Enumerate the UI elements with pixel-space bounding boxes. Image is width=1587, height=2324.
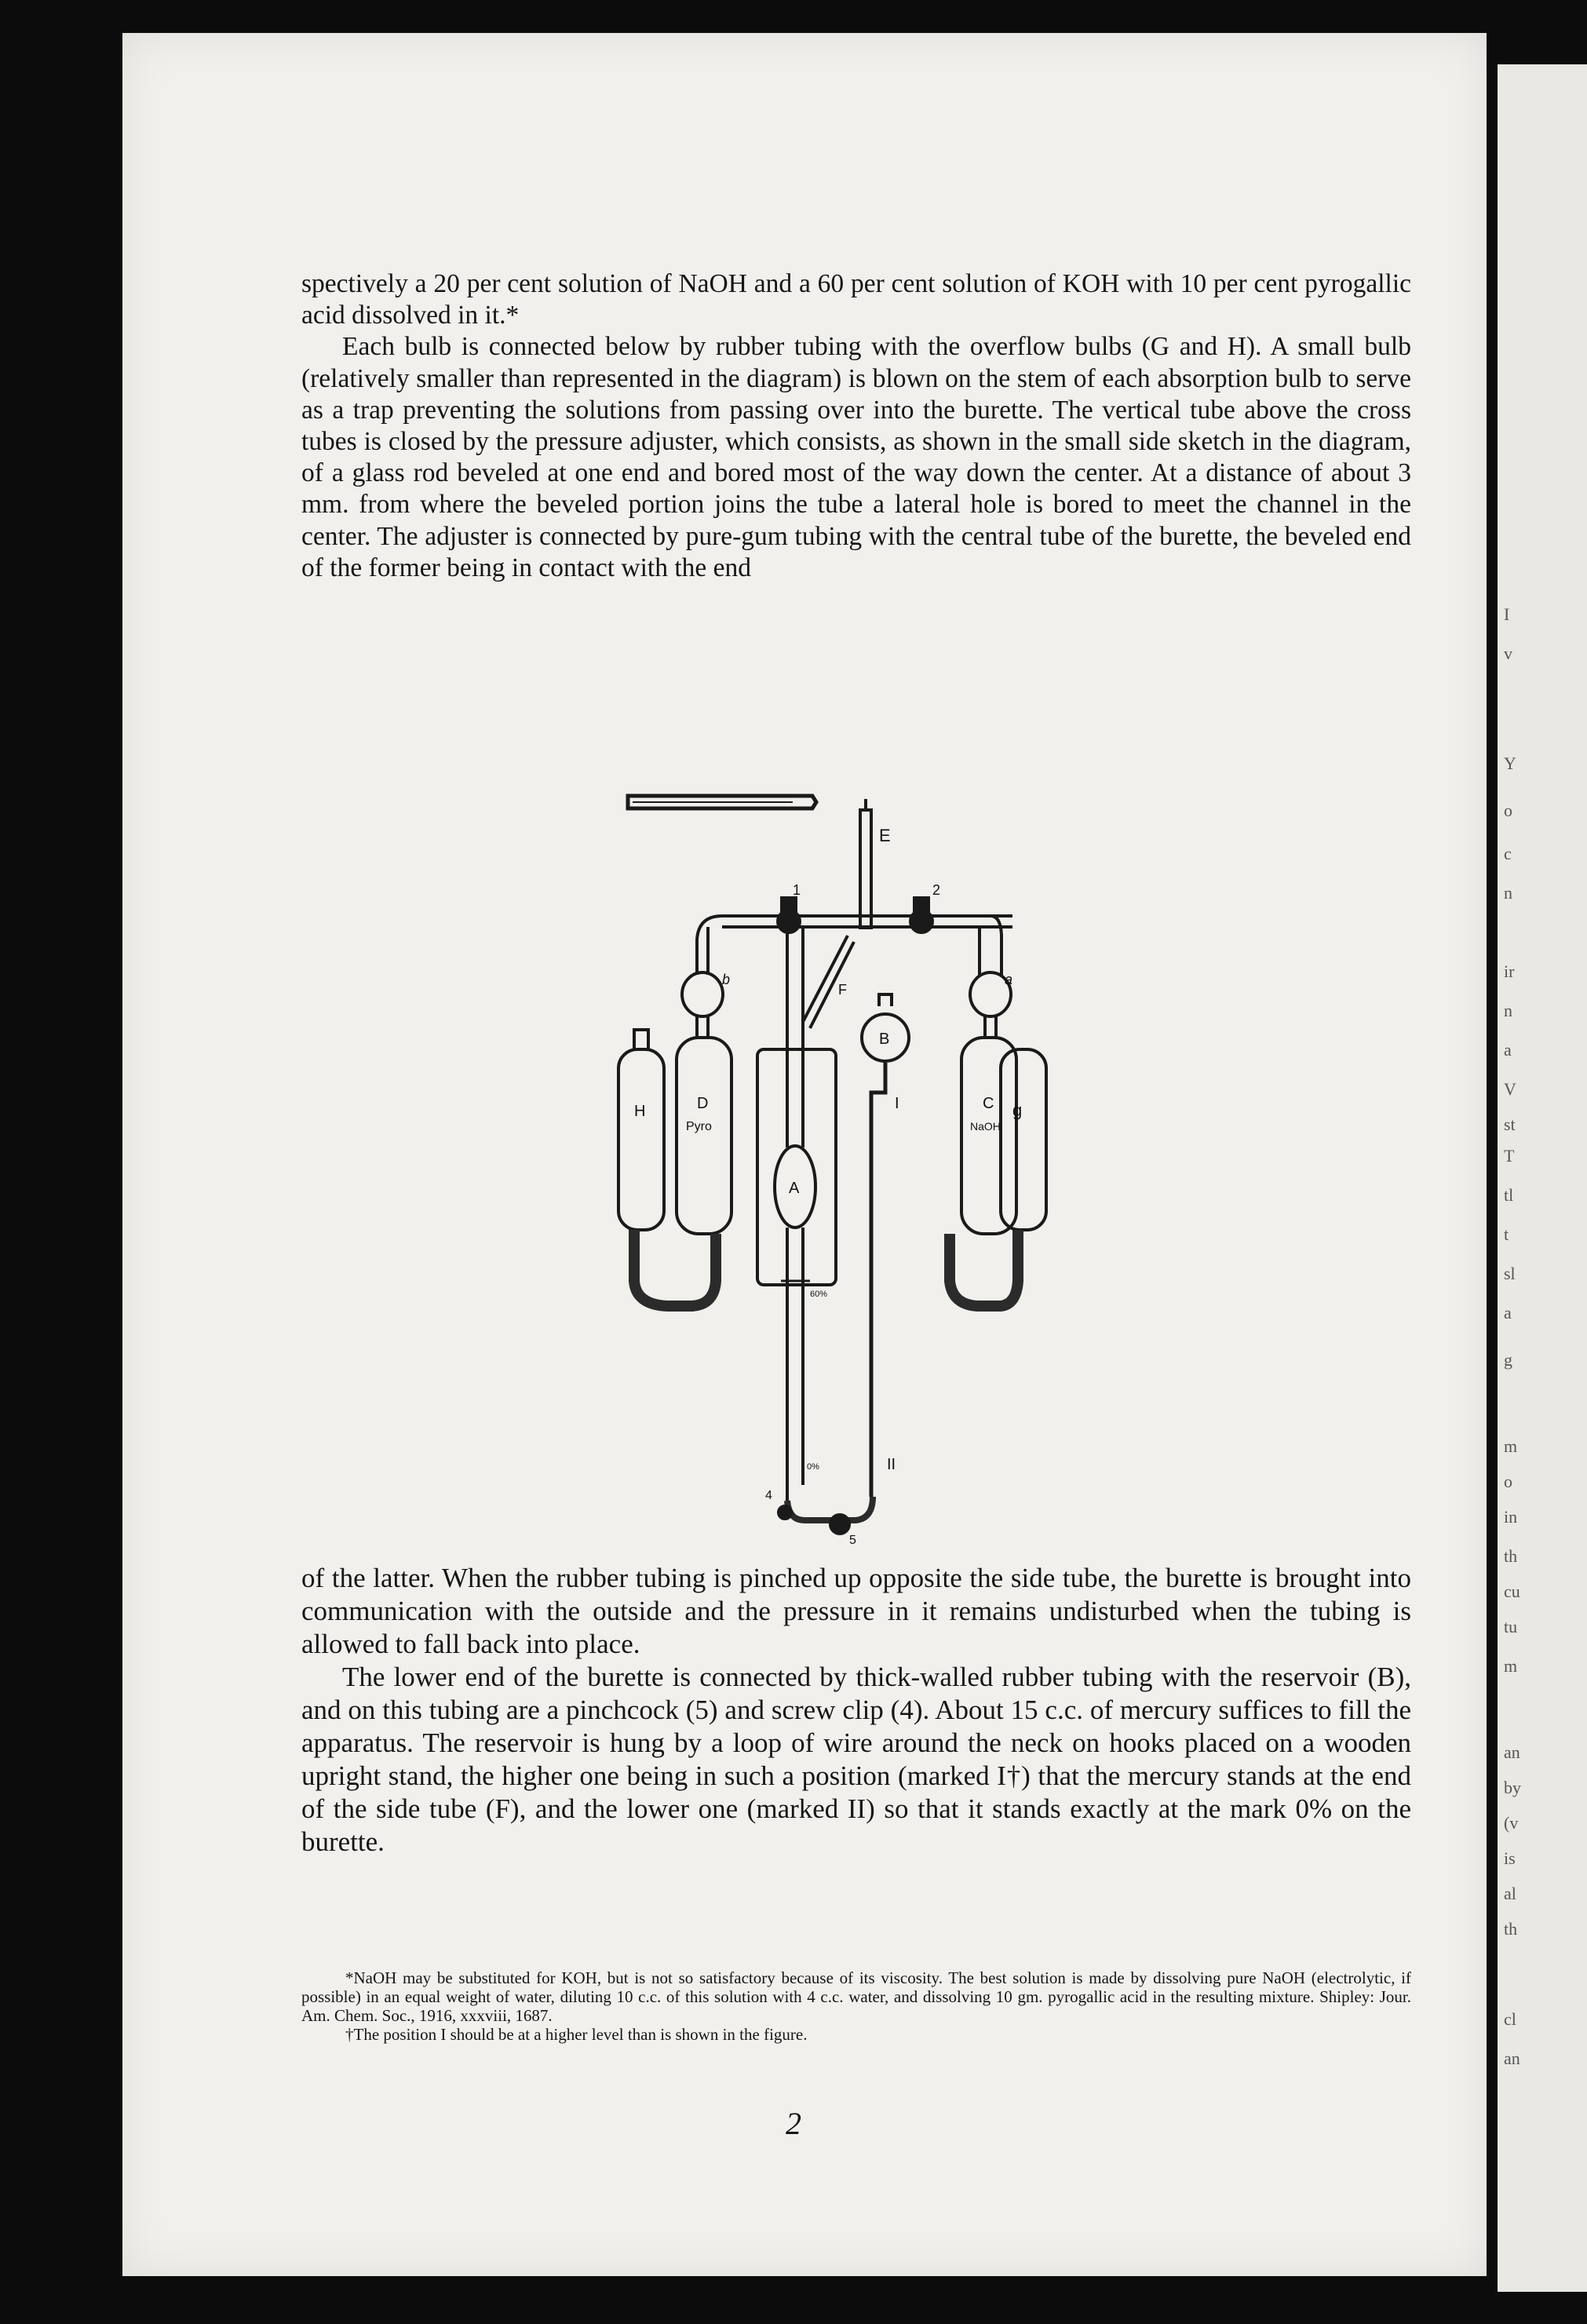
- absorption-bulb-d: [677, 1038, 731, 1234]
- page-number: 2: [786, 2106, 801, 2141]
- adjacent-page-fragment: is: [1504, 1848, 1516, 1868]
- label-ii: II: [887, 1456, 896, 1473]
- label-g: g: [1012, 1100, 1023, 1120]
- label-5: 5: [849, 1534, 856, 1547]
- label-i: I: [895, 1095, 899, 1112]
- footnotes: [301, 1968, 1411, 2044]
- label-c: C: [983, 1095, 994, 1112]
- adjacent-page-fragment: tu: [1504, 1617, 1518, 1636]
- pinchcock-5: [830, 1515, 849, 1534]
- adjacent-page-edge: [1498, 64, 1587, 2292]
- label-1: 1: [793, 882, 801, 898]
- adjacent-page-fragment: n: [1504, 1001, 1512, 1020]
- adjacent-page-fragment: in: [1504, 1507, 1518, 1527]
- screw-clip-4: [779, 1506, 791, 1519]
- footnote-1: *NaOH may be substituted for KOH, but is not so satisfactory because of its viscosity. The best solution is made by dissolving pure NaOH (electrolytic, if possible) in an equal weight of water, diluting 10 c.c. of this solution with 4 c.c. water, and dissolving 10 gm. pyrogallic acid in the resulting mixture. Shipley: Jour. Am. Chem. Soc., 1916, xxxviii, 1687.: [301, 1968, 1411, 2025]
- adjacent-page-fragment: by: [1504, 1778, 1521, 1797]
- adjacent-page-fragment: a: [1504, 1040, 1512, 1060]
- adjacent-page-fragment: a: [1504, 1303, 1512, 1323]
- label-b-reservoir: B: [879, 1031, 890, 1048]
- footnote-2: †The position I should be at a higher level than is shown in the figure.: [345, 2025, 808, 2044]
- adjacent-page-fragment: tl: [1504, 1185, 1514, 1205]
- gas-analysis-apparatus-diagram: [604, 779, 1023, 1556]
- label-a-burette: A: [789, 1180, 800, 1197]
- label-a: a: [1005, 972, 1013, 987]
- paragraph-1: spectively a 20 per cent solution of NaOH and a 60 per cent solution of KOH with 10 per cent pyrogallic acid dissolved in it.*: [301, 269, 1411, 330]
- adjacent-page-fragment: n: [1504, 883, 1512, 903]
- stopcock-2: [910, 910, 932, 932]
- adjacent-page-fragment: m: [1504, 1436, 1518, 1456]
- burette-a: [787, 928, 803, 1147]
- cross-tube: [722, 916, 1012, 927]
- overflow-bulb-h: [618, 1049, 664, 1230]
- adjacent-page-fragment: st: [1504, 1115, 1516, 1134]
- absorption-bulb-c: [961, 1038, 1016, 1234]
- label-2: 2: [932, 882, 941, 898]
- adjacent-page-fragment: an: [1504, 2049, 1520, 2068]
- label-pyro: Pyro: [686, 1120, 712, 1133]
- adjacent-page-fragment: T: [1504, 1146, 1515, 1166]
- adjacent-page-fragment: cu: [1504, 1582, 1520, 1601]
- adjacent-page-fragment: c: [1504, 844, 1512, 863]
- adjacent-page-fragment: an: [1504, 1742, 1520, 1762]
- paragraph-3: of the latter. When the rubber tubing is pinched up opposite the side tube, the burette is brought into communication with the outside and the pressure in it remains undisturbed when the tubing is allowed to fall back into place.: [301, 1563, 1411, 1659]
- adjacent-page-fragment: m: [1504, 1656, 1518, 1676]
- paragraph-4: The lower end of the burette is connected by thick-walled rubber tubing with the reservoir (B), and on this tubing are a pinchcock (5) and screw clip (4). About 15 c.c. of mercury suffices to fill the apparatus. The reservoir is hung by a loop of wire around the neck on hooks placed on a wooden upright stand, the higher one being in such a position (marked I†) that the mercury stands at the end of the side tube (F), and the lower one (marked II) so that it stands exactly at the mark 0% on the burette.: [301, 1662, 1411, 1857]
- label-b: b: [722, 972, 731, 987]
- body-text-top: [301, 268, 1411, 584]
- adjacent-page-fragment: (v: [1504, 1813, 1519, 1833]
- adjacent-page-fragment: o: [1504, 801, 1512, 820]
- adjacent-page-fragment: th: [1504, 1546, 1518, 1566]
- label-naoh: NaOH: [970, 1120, 1001, 1133]
- adjacent-page-fragment: al: [1504, 1884, 1516, 1903]
- adjacent-page-fragment: v: [1504, 644, 1512, 663]
- label-60: 60%: [810, 1290, 828, 1299]
- adjacent-page-fragment: cl: [1504, 2009, 1516, 2029]
- label-4: 4: [765, 1489, 772, 1502]
- adjacent-page-fragment: ir: [1504, 961, 1515, 981]
- adjacent-page-fragment: t: [1504, 1224, 1509, 1244]
- label-0: 0%: [807, 1462, 819, 1472]
- water-jacket: [757, 1049, 836, 1285]
- adjacent-page-fragment: o: [1504, 1472, 1512, 1491]
- label-d: D: [697, 1095, 709, 1112]
- label-e: E: [879, 826, 891, 845]
- adjacent-page-fragment: th: [1504, 1919, 1518, 1939]
- body-text-bottom: [301, 1562, 1411, 1859]
- paragraph-2: Each bulb is connected below by rubber tubing with the overflow bulbs (G and H). A small bulb (relatively smaller than represented in the diagram) is blown on the stem of each absorption bulb to serve as a trap preventing the solutions from passing over into the burette. The vertical tube above the cross tubes is closed by the pressure adjuster, which consists, as shown in the small side sketch in the diagram, of a glass rod beveled at one end and bored most of the way down the center. At a distance of about 3 mm. from where the beveled portion joins the tube a lateral hole is bored to meet the channel in the center. The adjuster is connected by pure-gum tubing with the central tube of the burette, the beveled end of the former being in contact with the end: [301, 332, 1411, 582]
- pressure-adjuster-tube: [860, 810, 871, 928]
- label-h: H: [634, 1103, 646, 1120]
- adjacent-page-fragment: g: [1504, 1350, 1512, 1370]
- adjacent-page-fragment: Y: [1504, 753, 1516, 773]
- adjacent-page-fragment: I: [1504, 604, 1510, 624]
- adjacent-page-fragment: V: [1504, 1079, 1516, 1099]
- label-f: F: [838, 982, 847, 998]
- adjacent-page-fragment: sl: [1504, 1264, 1516, 1283]
- trap-bulb-b: [682, 972, 723, 1016]
